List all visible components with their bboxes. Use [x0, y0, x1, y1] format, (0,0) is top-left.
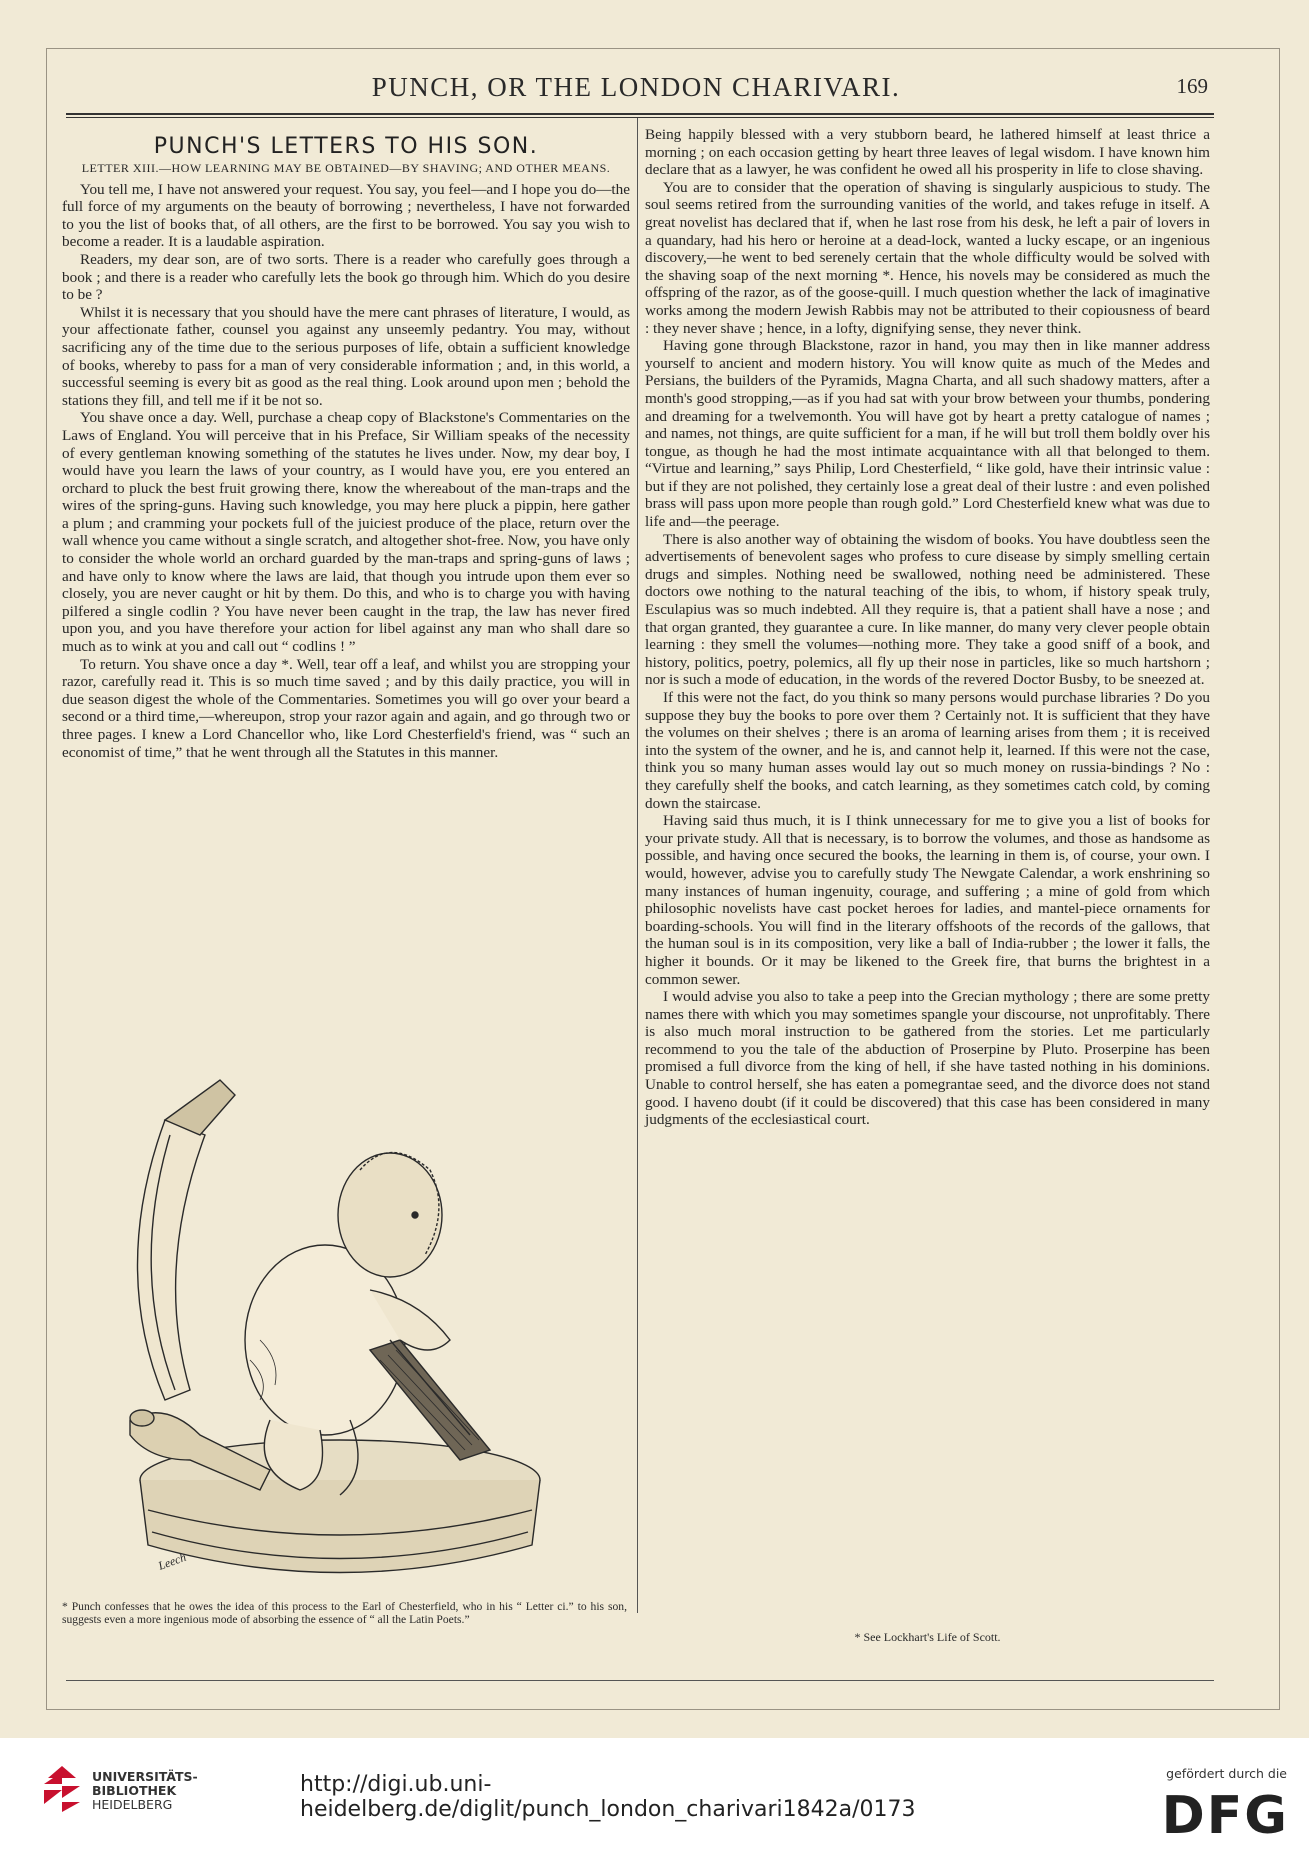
paragraph: Whilst it is necessary that you should have the mere cant phrases of literature, I would, as your affectionate father, counsel you against any unseemly pedantry. You may, without sacrificing any of the time due to the serious purposes of life, obtain a sufficient knowledge of books, whereby to pass for a man of very considerable information ; and, in this world, a successful seeming is every bit as good as the real thing. Look around upon men ; behold the stations they fill, and tell me if it be not so. [62, 303, 630, 409]
masthead-title: PUNCH, OR THE LONDON CHARIVARI. [371, 72, 901, 102]
article-subtitle: LETTER XIII.—HOW LEARNING MAY BE OBTAINED—BY SHAVING; AND OTHER MEANS. [81, 160, 611, 175]
dfg-logo: DFG [1161, 1786, 1289, 1846]
illustrator-signature: Leech [156, 1549, 188, 1573]
engraving-figure [70, 1040, 630, 1600]
institution-name: UNIVERSITÄTS- BIBLIOTHEK HEIDELBERG [92, 1769, 198, 1812]
footnote-right: * See Lockhart's Life of Scott. [854, 1630, 1001, 1644]
paragraph: Having said thus much, it is I think unnecessary for me to give you a list of books for your private study. All that is necessary, is to borrow the volumes, and those as handsome as possible, and having once secured the books, the learning in them is, of course, your own. I would, however, advise you to carefully study The Newgate Calendar, a work enshrining so many instances of human ingenuity, courage, and suffering ; a mine of gold from which philosophic novelists have cast pocket heroes for ladies, and mantel-piece ornaments for boarding-schools. You will find in the literary offshoots of the records of the gallows, that the human soul is in its composition, very like a ball of India-rubber ; the lower it falls, the higher it bounds. Or it may be likened to the Greek fire, that burns the brightest in a common sewer. [645, 812, 1210, 988]
paragraph: Readers, my dear son, are of two sorts. There is a reader who carefully goes through a book ; and there is a reader who carefully lets the book go through him. Which do you desire to be ? [62, 250, 630, 304]
paragraph: You are to consider that the operation of shaving is singularly auspicious to study. The soul seems retired from the surrounding vanities of the world, and takes refuge in itself. A great novelist has declared that if, when he last rose from his desk, he left a pair of lovers in a quandary, had his hero or heroine at a dead-lock, wanted a lucky escape, or an ingenious discovery,—he went to bed serenely certain that the whole difficulty would be solved with the shaving soap of the next morning *. Hence, his novels may be considered as much the offspring of the razor, as of the goose-quill. I much question whether the lack of imaginative works among the modern Jewish Rabbis may not be attributed to their copiousness of beard : they never shave ; hence, in a lofty, dignifying sense, they never think. [645, 178, 1210, 337]
page-header [66, 70, 1206, 110]
shaving-illustration [70, 1040, 630, 1600]
header-rule-thin [66, 117, 1214, 118]
page-number: 169 [1176, 74, 1208, 98]
paragraph: You shave once a day. Well, purchase a cheap copy of Blackstone's Commentaries on the Laws of England. You will perceive that in his Preface, Sir William speaks of the necessity of every gentleman knowing something of the statutes he lives under. Now, my dear boy, I would have you learn the laws of your country, as I would have you, ere you entered an orchard to pluck the best fruit growing there, know the whereabout of the man-traps and the wires of the spring-guns. Having such knowledge, you may here pluck a pippin, here gather a plum ; and cramming your pockets full of the juiciest produce of the place, return over the wall whence you came without a single scratch, and altogether shot-free. Now, you have only to consider the whole world an orchard guarded by the man-traps and spring-guns of laws ; and have only to know where the laws are laid, that though you intrude upon them ever so closely, you are never caught or hit by them. Do this, and who is to charge you with having pilfered a single codlin ? You have never been caught in the trap, the law has never fired upon you, and you have therefore your action for libel against any man who shall dare so much as to wink at you and call out “ codlins ! ” [62, 409, 630, 656]
page-bottom-rule [66, 1680, 1214, 1681]
column-divider [637, 118, 638, 1613]
paragraph: You tell me, I have not answered your request. You say, you feel—and I hope you do—the full force of my arguments on the beauty of borrowing ; nevertheless, I have not forwarded to you the list of books that, of all others, are the first to be borrowed. You say you wish to become a reader. It is a laudable aspiration. [62, 180, 630, 251]
paragraph: There is also another way of obtaining the wisdom of books. You have doubtless seen the advertisements of benevolent sages who profess to cure disease by simply smelling certain drugs and simples. Nothing need be swallowed, nothing need be administered. These doctors owe nothing to the natural teaching of the ibis, to whom, if history speak truly, Esculapius was so much indebted. All they require is, that a patient shall have a nose ; and that organ granted, they guarantee a cure. In like manner, do many very clever people obtain learning : they smell the volumes—nothing more. They take a good sniff of a book, and history, politics, poetry, polemics, all fly up their nose in particles, like so much hartshorn ; nor is such a mode of education, in the words of the revered Doctor Busby, to be sneezed at. [645, 530, 1210, 689]
article-title: PUNCH'S LETTERS TO HIS SON. [153, 134, 539, 159]
paragraph: To return. You shave once a day *. Well, tear off a leaf, and whilst you are stropping your razor, carefully read it. This is so much time saved ; and by this daily practice, you will in due season digest the whole of the Commentaries. Sometimes you will go over your beard a second or a third time,—whereupon, strop your razor again and again, and go through two or three pages. I knew a Lord Chancellor who, like Lord Chesterfield's friend, was “ such an economist of time,” that he went through all the Statutes in this manner. [62, 655, 630, 761]
footnote-left: * Punch confesses that he owes the idea of this process to the Earl of Chesterfield, who in his “ Letter ci.” to his son, suggests even a more ingenious mode of absorbing the essence of “ all the Latin Poets.” [62, 1600, 627, 1626]
left-column [62, 126, 630, 761]
paragraph: Being happily blessed with a very stubborn beard, he lathered himself at least thrice a morning ; on each occasion getting by heart three leaves of legal wisdom. I have known him declare that as a lawyer, he was confident he owed all his prosperity in life to close shaving. [645, 126, 1210, 179]
header-rule [66, 113, 1214, 115]
paragraph: I would advise you also to take a peep into the Grecian mythology ; there are some pretty names there with which you may sometimes spangle your discourse, not unprofitably. There is also much moral instruction to be gathered from the stories. Let me particularly recommend to you the tale of the abduction of Proserpine by Pluto. Proserpine has been promised a full divorce from the king of hell, if she have tasted nothing in his dominions. Unable to control herself, she has eaten a pomegrantae seed, and the divorce does not stand good. I haveno doubt (if it could be discovered) that this case has been considered in many judgments of the ecclesiastical court. [645, 988, 1210, 1129]
funding-caption: gefördert durch die [1166, 1766, 1287, 1781]
right-column [645, 126, 1210, 1129]
permalink-url[interactable]: http://digi.ub.uni-heidelberg.de/diglit/punch_london_charivari1842a/0173 [300, 1772, 916, 1822]
paragraph: If this were not the fact, do you think so many persons would purchase libraries ? Do you suppose they buy the books to pore over them ? Certainly not. It is sufficient that they have the volumes on their shelves ; there is an aroma of learning arises from them ; it is received into the system of the owner, and he is, and cannot help it, learned. If this were not the case, think you so many human asses would lay out so much money on russia-bindings ? No : they carefully shelf the books, and catch learning, as they sometimes catch cold, by coming down the staircase. [645, 689, 1210, 812]
digitization-footer [0, 1738, 1309, 1853]
university-library-logo-icon [40, 1764, 84, 1814]
paragraph: Having gone through Blackstone, razor in hand, you may then in like manner address yourself to ancient and modern history. You will know quite as much of the Medes and Persians, the builders of the Pyramids, Magna Charta, and all such shadowy matters, after a month's good stropping,—as if you had sat with your brow between your thumbs, pondering and dreaming for a twelvemonth. You will have got by heart a pretty catalogue of names ; and names, not things, are quite sufficient for a man, if he will but troll them boldly over his tongue, as though he had the most intimate acquaintance with all that belonged to them. “Virtue and learning,” says Philip, Lord Chesterfield, “ like gold, have their intrinsic value : but if they are not polished, they certainly lose a great deal of their lustre : and even polished brass will pass upon more people than rough gold.” Lord Chesterfield knew what was due to life and—the peerage. [645, 337, 1210, 531]
